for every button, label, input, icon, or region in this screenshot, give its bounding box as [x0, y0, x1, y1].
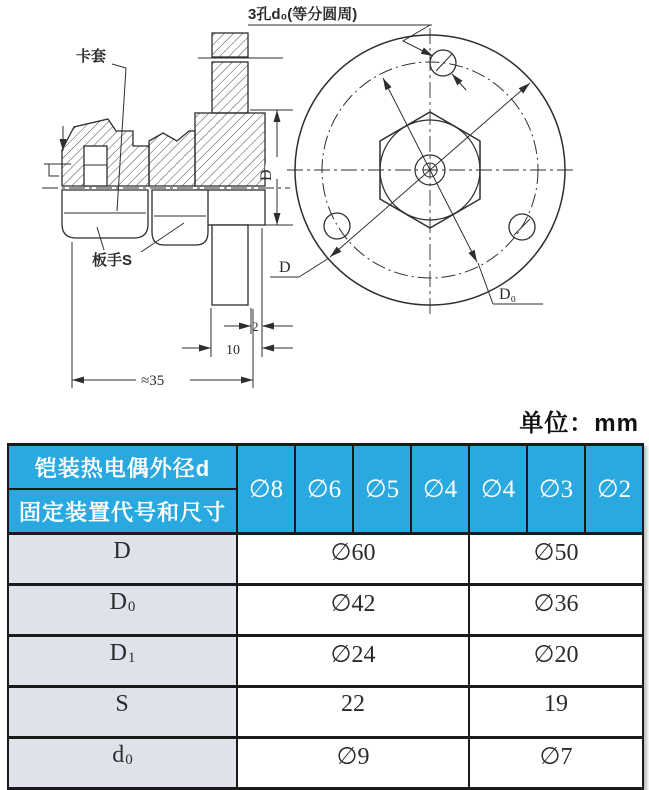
header-row-top	[8, 445, 643, 490]
section-view	[42, 33, 290, 305]
spec-row-D0	[8, 585, 643, 636]
value-left-cell: ∅42	[237, 585, 469, 636]
dim-d-vertical-label: D	[258, 169, 275, 181]
value-right-cell: ∅7	[469, 738, 643, 789]
wrench-label: 板手S	[92, 252, 133, 269]
dim-2-label: 2	[252, 319, 259, 334]
value-left-cell: ∅60	[237, 534, 469, 585]
stem-lower	[212, 225, 248, 305]
value-right-cell: 19	[469, 687, 643, 738]
header-dia-col-2: ∅5	[353, 445, 411, 534]
hub-section	[195, 113, 265, 186]
flange-cap-section	[212, 33, 248, 57]
value-right-cell: ∅20	[469, 636, 643, 687]
row-label-cell: S	[8, 687, 237, 738]
row-label-cell: D	[8, 534, 237, 585]
nut-lower	[62, 190, 148, 238]
bolt-hole-left	[324, 213, 350, 239]
spec-table	[7, 443, 644, 790]
spec-row-D1	[8, 636, 643, 687]
dim-outer-diameter-label: D	[279, 259, 291, 276]
value-left-cell: 22	[237, 687, 469, 738]
header-dia-col-6: ∅2	[585, 445, 643, 534]
row-label-cell: d0	[8, 738, 237, 789]
row-label-cell: D0	[8, 585, 237, 636]
dim-bolt-circle-label: D₀	[499, 286, 517, 303]
body-nut-lower	[152, 190, 208, 245]
header-dia-col-4: ∅4	[469, 445, 527, 534]
value-left-cell: ∅9	[237, 738, 469, 789]
value-left-cell: ∅24	[237, 636, 469, 687]
header-fixture-code: 固定装置代号和尺寸	[8, 489, 237, 534]
spec-row-S	[8, 687, 643, 738]
header-dia-col-5: ∅3	[527, 445, 585, 534]
header-dia-col-0: ∅8	[237, 445, 295, 534]
holes-note-label: 3孔d₀(等分圆周)	[248, 6, 358, 23]
dim-35-label: ≈35	[141, 373, 165, 389]
ferrule-label: 卡套	[76, 48, 107, 65]
spec-row-d0	[8, 738, 643, 789]
unit-label: 单位：mm	[519, 410, 639, 437]
header-dia-col-3: ∅4	[411, 445, 469, 534]
header-dia-col-1: ∅6	[295, 445, 353, 534]
dim-10-label: 10	[226, 343, 240, 358]
value-right-cell: ∅36	[469, 585, 643, 636]
flange-plate-section	[212, 62, 248, 113]
spec-table-wrap	[7, 443, 644, 790]
row-label-cell: D1	[8, 636, 237, 687]
spec-row-D	[8, 534, 643, 585]
ferrule	[84, 146, 107, 186]
value-right-cell: ∅50	[469, 534, 643, 585]
header-thermocouple-od: 铠装热电偶外径d	[8, 445, 237, 490]
body-section	[149, 131, 195, 186]
